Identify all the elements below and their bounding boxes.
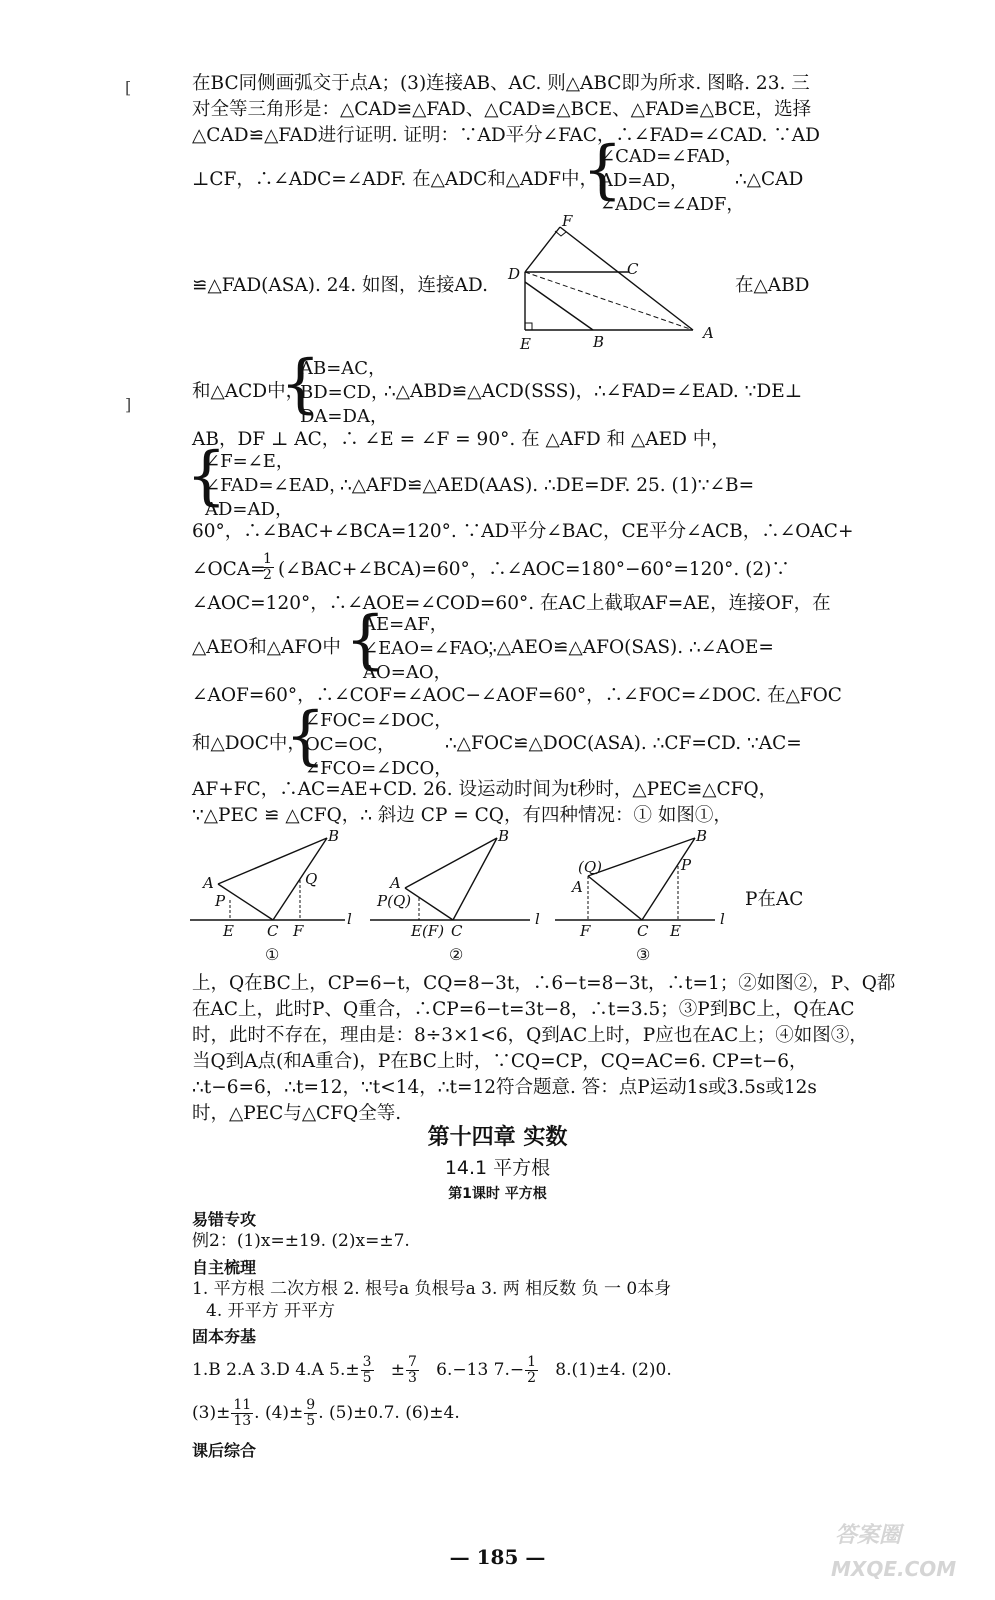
fraction xyxy=(361,1355,374,1386)
answer-line: 4. 开平方 开平方 xyxy=(206,1301,336,1321)
label-C: C xyxy=(627,260,639,278)
label-B: B xyxy=(498,827,510,845)
margin-mark: ] xyxy=(125,395,132,414)
watermark-logo xyxy=(825,1508,975,1588)
margin-mark: [ xyxy=(125,78,132,97)
brace: { xyxy=(582,133,623,207)
system-row: AD=AD， xyxy=(205,499,293,520)
system-row: ∠FCO=∠DCO， xyxy=(305,758,453,779)
equation-system xyxy=(305,709,452,781)
text-line: ∴△CAD xyxy=(735,169,804,190)
figure-number: ② xyxy=(449,945,464,964)
fraction-numerator: 11 xyxy=(233,1397,252,1413)
equation-system xyxy=(600,145,744,217)
label-Q: Q xyxy=(305,870,318,888)
text-line: ∠AOF=60°，∴∠COF=∠AOC−∠AOF=60°，∴∠FOC=∠DOC. 在△FOC xyxy=(192,685,842,706)
system-row: DA=DA， xyxy=(300,406,388,427)
section-title: 14.1 平方根 xyxy=(444,1157,551,1179)
answer-text: 6.−13 7.− xyxy=(436,1360,525,1380)
figure-26-1 xyxy=(185,826,355,966)
fraction xyxy=(231,1398,253,1429)
fraction-denominator: 5 xyxy=(306,1413,316,1429)
fraction-numerator: 1 xyxy=(263,551,272,567)
label-l: l xyxy=(535,910,540,928)
brace: { xyxy=(345,603,386,677)
text-line: 和△DOC中， xyxy=(192,733,306,754)
section-heading: 课后综合 xyxy=(192,1441,257,1460)
text-line: 对全等三角形是：△CAD≌△FAD、△CAD≌△BCE、△FAD≌△BCE，选择 xyxy=(192,99,812,120)
section-heading: 易错专攻 xyxy=(192,1210,257,1229)
system-row: AE=AF， xyxy=(363,614,448,635)
section-heading: 固本夯基 xyxy=(192,1327,257,1346)
answer-text: . (4)± xyxy=(254,1403,304,1423)
text-line: 在AC上，此时P、Q重合，∴CP=6−t=3t−8，∴t=3.5；③P到BC上，Q在AC xyxy=(192,999,855,1020)
label-EF: E(F) xyxy=(411,922,445,940)
label-C: C xyxy=(451,922,463,940)
system-row: ∠CAD=∠FAD， xyxy=(600,146,743,167)
text-line: 上，Q在BC上，CP=6−t，CQ=8−3t，∴6−t=8−3t，∴t=1；②如图②，P、Q都 xyxy=(192,973,896,994)
text-line: 当Q到A点(和A重合)，P在BC上时，∵CQ=CP，CQ=AC=6. CP=t−6， xyxy=(192,1051,808,1072)
label-F: F xyxy=(293,922,304,940)
label-B: B xyxy=(696,827,708,845)
fraction-numerator: 9 xyxy=(306,1397,316,1413)
text-line: 和△ACD中， xyxy=(192,381,305,402)
text-line: ⊥CF，∴∠ADC=∠ADF. 在△ADC和△ADF中， xyxy=(192,169,598,190)
system-row: ∠EAO=∠FAO， xyxy=(363,638,506,659)
equation-system xyxy=(300,357,389,429)
text-line: ∴t−6=6，∴t=12，∵t<14，∴t=12符合题意. 答：点P运动1s或3.5s或12s xyxy=(192,1077,817,1098)
label-C: C xyxy=(267,922,279,940)
label-l: l xyxy=(347,910,352,928)
fraction-denominator: 13 xyxy=(233,1413,252,1429)
text-line: △AEO和△AFO中 xyxy=(192,637,341,658)
label-Q: (Q) xyxy=(578,858,603,876)
system-row: AD=AD， xyxy=(600,170,688,191)
fraction-numerator: 1 xyxy=(527,1354,537,1370)
label-B: B xyxy=(593,333,605,351)
answer-line: 例2：(1)x=±19. (2)x=±7. xyxy=(192,1231,410,1251)
text-line: 在△ABD xyxy=(735,275,810,296)
label-P: P xyxy=(681,856,692,874)
fraction-denominator: 3 xyxy=(408,1370,417,1386)
label-P: P xyxy=(215,892,226,910)
section-heading: 自主梳理 xyxy=(192,1258,257,1277)
brace: { xyxy=(186,439,227,513)
system-row: AB=AC， xyxy=(300,358,387,379)
fraction-numerator: 3 xyxy=(362,1354,372,1370)
answer-line xyxy=(192,1398,460,1429)
label-C: C xyxy=(637,922,649,940)
system-row: ∠FOC=∠DOC， xyxy=(305,710,453,731)
text-line: △CAD≌△FAD进行证明. 证明：∵AD平分∠FAC，∴∠FAD=∠CAD. ∵AD xyxy=(192,125,820,146)
answer-text: (3)± xyxy=(192,1403,231,1423)
system-row: AO=AO， xyxy=(363,662,452,683)
fraction xyxy=(261,552,274,583)
system-row: ∠FAD=∠EAD， xyxy=(205,475,348,496)
watermark-bottom: MXQE.COM xyxy=(831,1557,957,1581)
label-A: A xyxy=(572,878,583,896)
text-line: ∴△FOC≌△DOC(ASA). ∴CF=CD. ∵AC= xyxy=(445,733,802,754)
text-line: ∵△PEC ≌ △CFQ，∴ 斜边 CP = CQ，有四种情况：① 如图①， xyxy=(192,805,732,826)
label-B: B xyxy=(328,827,340,845)
text-line: AF+FC，∴AC=AE+CD. 26. 设运动时间为t秒时，△PEC≌△CFQ， xyxy=(192,779,778,800)
system-row: ∠F=∠E， xyxy=(205,451,294,472)
answer-text: ± xyxy=(390,1360,406,1380)
answer-text: . (5)±0.7. (6)±4. xyxy=(318,1403,460,1423)
label-l: l xyxy=(720,910,725,928)
text-line: ≌△FAD(ASA). 24. 如图，连接AD. xyxy=(192,275,488,296)
equation-system xyxy=(205,450,347,522)
text-line: 时，此时不存在，理由是：8÷3×1<6，Q到AC上时，P应也在AC上；④如图③， xyxy=(192,1025,868,1046)
brace: { xyxy=(285,699,326,773)
text-line: AB，DF ⊥ AC，∴ ∠E = ∠F = 90°. 在 △AFD 和 △AED 中， xyxy=(192,429,730,450)
figure-number: ① xyxy=(265,945,280,964)
answer-line xyxy=(192,1355,672,1386)
fraction-numerator: 7 xyxy=(408,1354,417,1370)
figure-24 xyxy=(505,212,720,352)
lesson-title: 第1课时 平方根 xyxy=(448,1186,547,1202)
label-E: E xyxy=(670,922,681,940)
page-number: — 185 — xyxy=(449,1545,546,1569)
label-D: D xyxy=(508,265,521,283)
figure-26-3 xyxy=(550,826,735,966)
chapter-title: 第十四章 实数 xyxy=(427,1125,568,1150)
figure-26-2 xyxy=(365,826,545,966)
fraction-denominator: 5 xyxy=(362,1370,372,1386)
label-A: A xyxy=(203,874,214,892)
text-line: P在AC xyxy=(745,889,804,910)
text-line: 60°，∴∠BAC+∠BCA=120°. ∵AD平分∠BAC，CE平分∠ACB，∴∠OAC+ xyxy=(192,521,854,542)
text-line: ∴△AFD≌△AED(AAS). ∴DE=DF. 25. (1)∵∠B= xyxy=(340,475,755,496)
text-line: 在BC同侧画弧交于点A；(3)连接AB、AC. 则△ABC即为所求. 图略. 23. 三 xyxy=(192,73,810,94)
label-E: E xyxy=(520,335,531,352)
figure-number: ③ xyxy=(636,945,651,964)
answer-line: 1. 平方根 二次方根 2. 根号a 负根号a 3. 两 相反数 负 一 0本身 xyxy=(192,1279,672,1299)
watermark-top: 答案圈 xyxy=(835,1523,902,1548)
system-row: ∠ADC=∠ADF， xyxy=(600,194,745,215)
label-A: A xyxy=(390,874,401,892)
fraction-denominator: 2 xyxy=(527,1370,537,1386)
text-line: ∴△AEO≌△AFO(SAS). ∴∠AOE= xyxy=(485,637,774,658)
label-A: A xyxy=(703,324,714,342)
text-line: 时，△PEC与△CFQ全等. xyxy=(192,1103,402,1124)
fraction xyxy=(304,1398,317,1429)
text-line: ∠AOC=120°，∴∠AOE=∠COD=60°. 在AC上截取AF=AE，连接OF，在 xyxy=(192,593,831,614)
label-F: F xyxy=(580,922,591,940)
label-PQ: P(Q) xyxy=(377,892,412,910)
brace: { xyxy=(280,347,321,421)
answer-text: 8.(1)±4. (2)0. xyxy=(555,1360,672,1380)
system-row: OC=OC， xyxy=(305,734,396,755)
text-line: ∠OCA= xyxy=(192,559,266,580)
label-E: E xyxy=(223,922,234,940)
system-row: BD=CD， xyxy=(300,382,389,403)
label-F: F xyxy=(562,212,573,230)
fraction xyxy=(406,1355,419,1386)
fraction-denominator: 2 xyxy=(263,567,272,583)
text-line: (∠BAC+∠BCA)=60°，∴∠AOC=180°−60°=120°. (2)∵ xyxy=(278,559,790,580)
text-line: ∴△ABD≌△ACD(SSS)，∴∠FAD=∠EAD. ∵DE⊥ xyxy=(384,381,803,402)
fraction xyxy=(525,1355,538,1386)
answer-text: 1.B 2.A 3.D 4.A 5.± xyxy=(192,1360,360,1380)
